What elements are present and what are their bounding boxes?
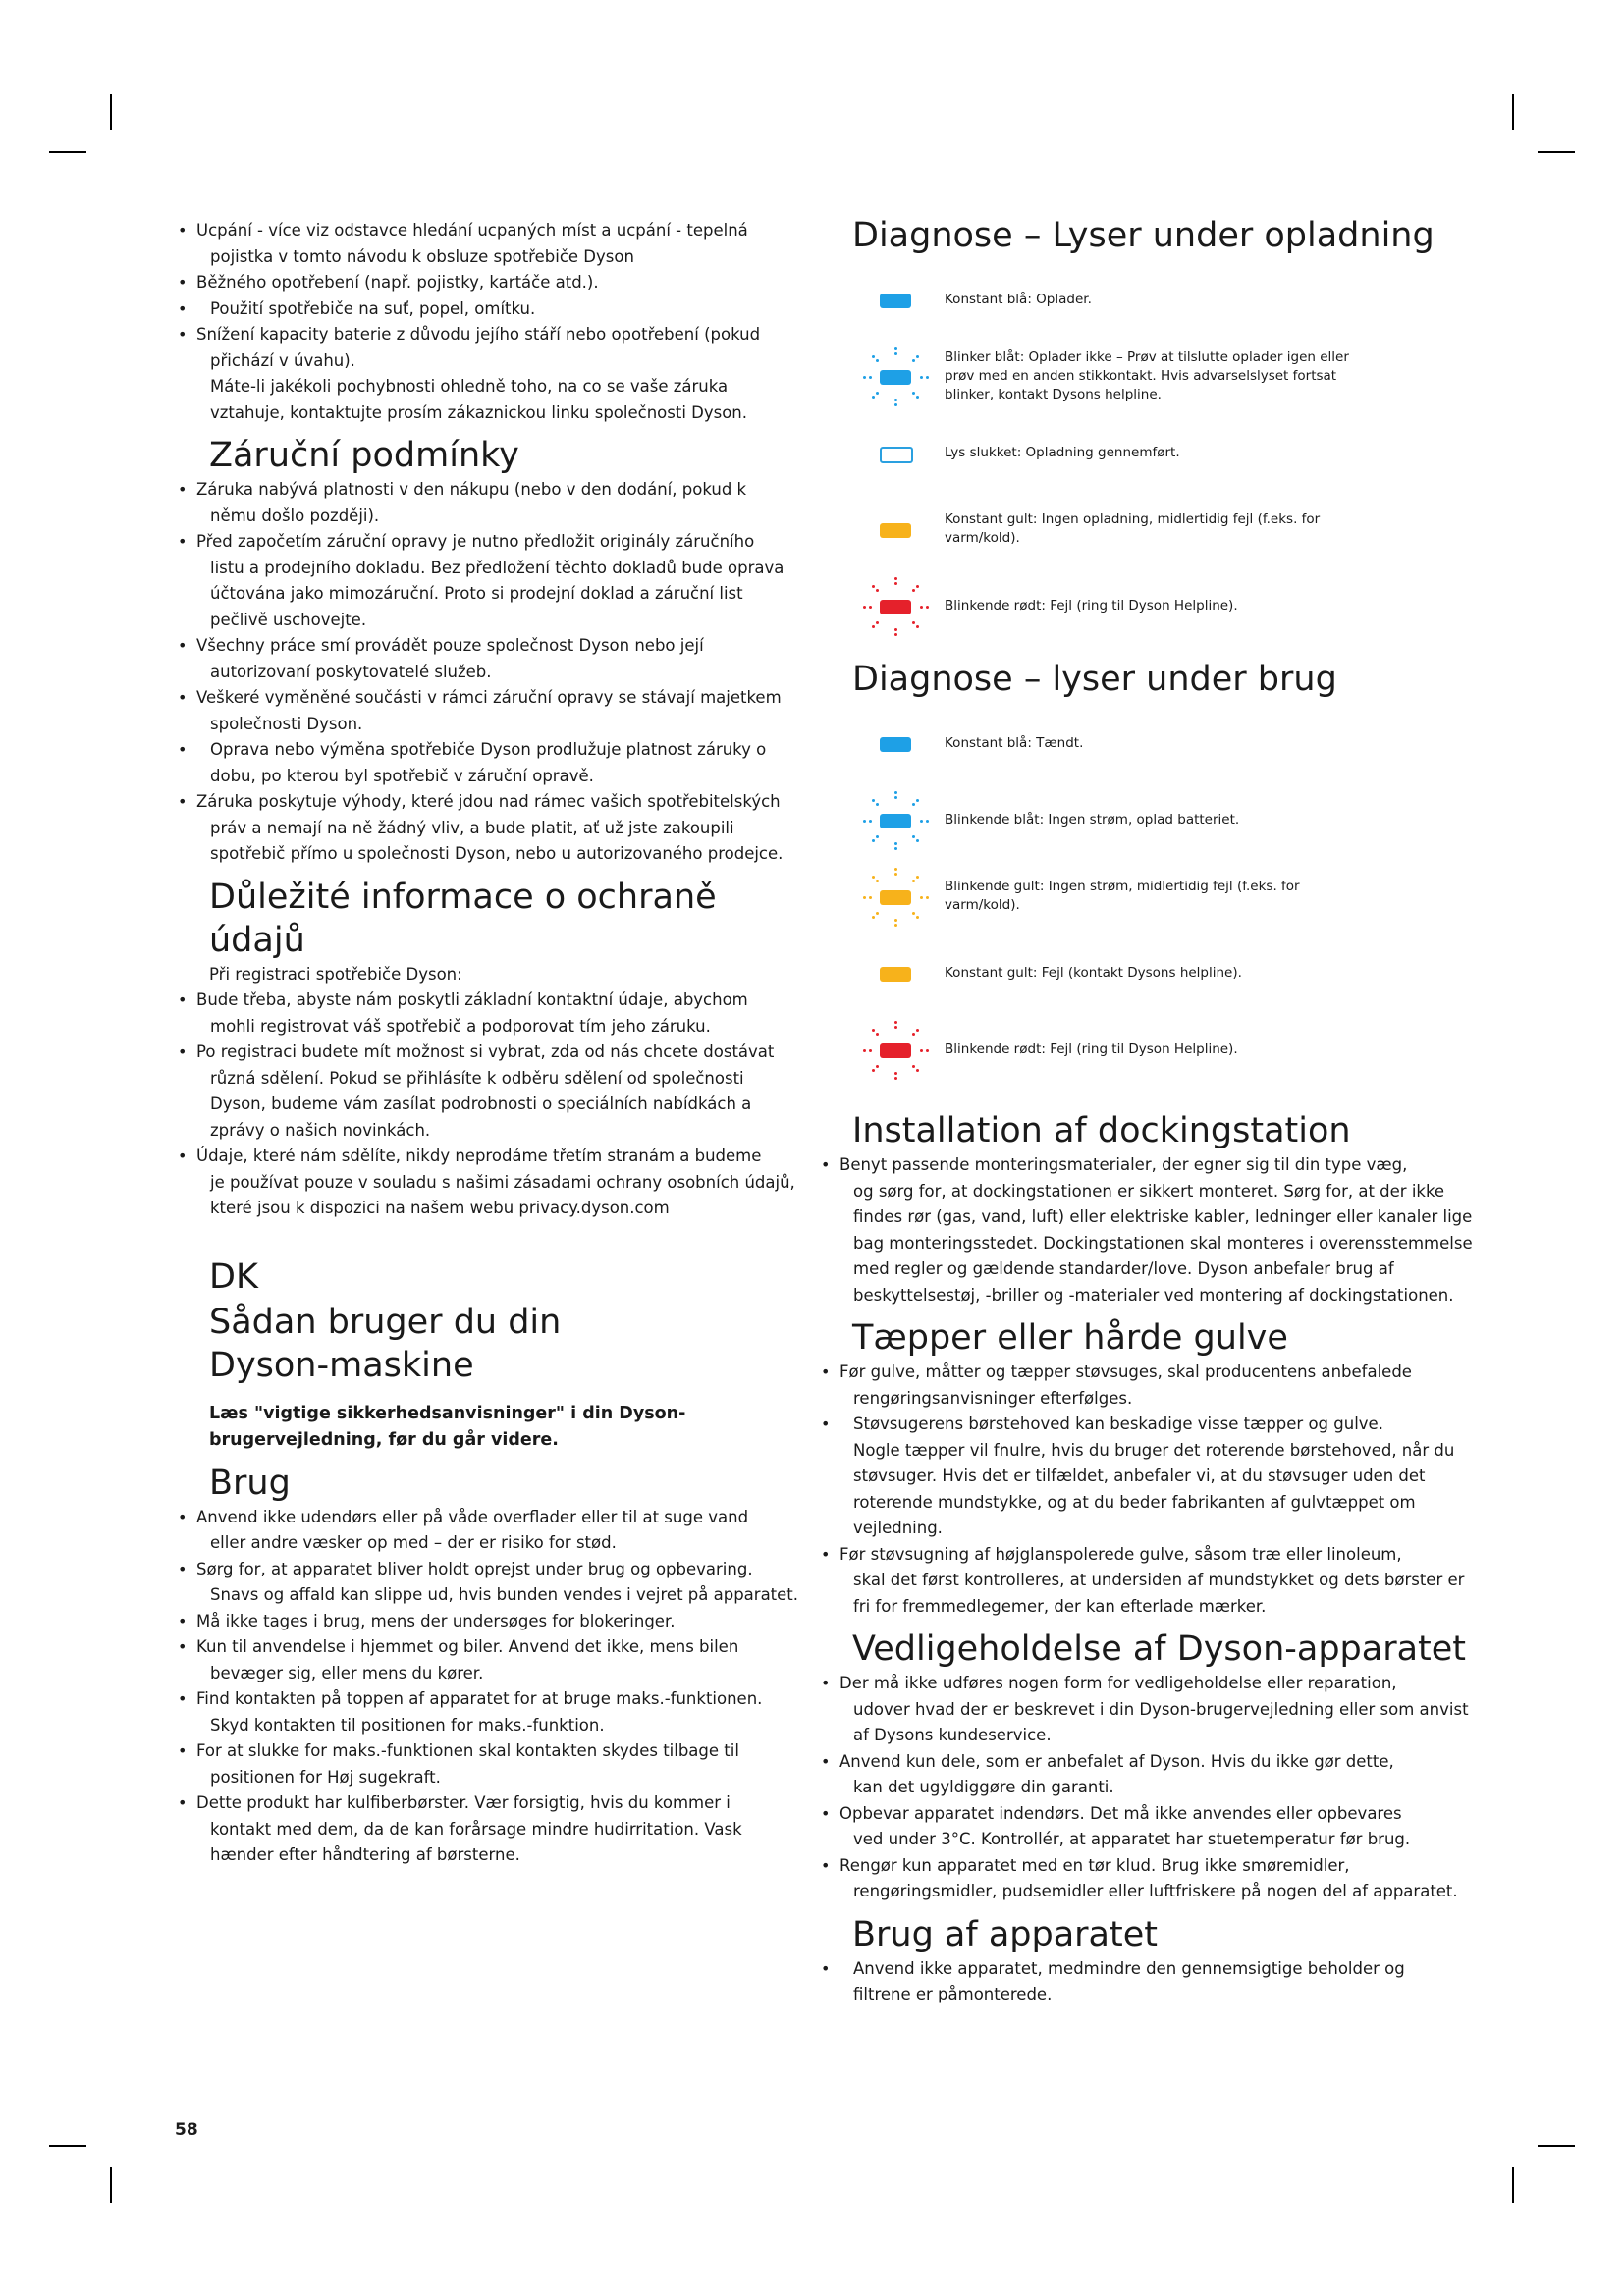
list-item: • Údaje, které nám sdělíte, nikdy neprodáme třetím stranám a budeme je používat pouze v souladu s našimi zásadami ochrany osobních údajů, které jsou k dispozici na našem webu privacy.dyson.com [175, 1144, 803, 1222]
dock-install-list [818, 1152, 1481, 1308]
blink-ray [872, 916, 875, 919]
use-heading: Brug [209, 1463, 291, 1503]
blink-ray [894, 847, 897, 850]
blink-ray [894, 633, 897, 636]
blink-ray [894, 1072, 897, 1075]
list-item: • Der må ikke udføres nogen form for vedligeholdelse eller reparation, udover hvad der er beskrevet i din Dyson-brugervejledning eller som anvist af Dysons kundeservice. [818, 1671, 1481, 1749]
blinking-light-icon [852, 790, 931, 849]
blink-ray [894, 577, 897, 580]
blink-ray [894, 628, 897, 631]
care-heading: Vedligeholdelse af Dyson-apparatet [852, 1629, 1467, 1669]
crop-mark [49, 151, 86, 153]
light-indicator-icon [852, 270, 931, 329]
blink-ray [894, 791, 897, 794]
blink-ray [920, 820, 923, 823]
led-lamp [880, 1043, 911, 1058]
blink-ray [926, 376, 929, 379]
led-lamp [880, 523, 911, 538]
blink-ray [894, 868, 897, 871]
diagnosis-item: Konstant gult: Fejl (kontakt Dysons helpline). [852, 934, 1481, 1011]
warranty-list [175, 477, 803, 868]
list-item: • Ucpání - více viz odstavce hledání ucpaných míst a ucpání - tepelná pojistka v tomto návodu k obsluze spotřebiče Dyson [175, 218, 803, 270]
list-item: • Anvend ikke apparatet, medmindre den gennemsigtige beholder og filtrene er påmonterede. [818, 1956, 1481, 2008]
dk-title: Sådan bruger du din Dyson-maskine [209, 1302, 562, 1385]
blink-ray [876, 835, 879, 838]
blink-ray [872, 876, 875, 879]
blink-ray [876, 912, 879, 915]
use-diagnosis-list [852, 705, 1481, 1088]
blink-ray [894, 352, 897, 355]
blink-ray [872, 1069, 875, 1072]
right-column [839, 214, 1481, 2008]
blink-ray [876, 803, 879, 806]
blink-ray [916, 799, 919, 802]
list-item: • Støvsugerens børstehoved kan beskadige visse tæpper og gulve. Nogle tæpper vil fnulre, hvis du bruger det roterende børstehoved, når du støvsuger. Hvis det er tilfældet, anbefaler vi, at du støvsuger uden det roterende mundstykke, og at du beder fabrikanten af gulvtæppet om vejledning. [818, 1412, 1481, 1542]
diagnosis-item: Konstant gult: Ingen opladning, midlertidig fejl (f.eks. for varm/kold). [852, 491, 1481, 567]
blink-ray [876, 1033, 879, 1036]
diagnosis-item: Konstant blå: Oplader. [852, 261, 1481, 338]
blink-ray [920, 896, 923, 899]
list-item: • Anvend kun dele, som er anbefalet af Dyson. Hvis du ikke gør dette, kan det ugyldiggøre din garanti. [818, 1749, 1481, 1801]
blink-ray [894, 873, 897, 876]
blink-ray [876, 392, 879, 395]
blink-ray [863, 896, 866, 899]
blink-ray [916, 396, 919, 399]
led-lamp [880, 370, 911, 385]
blink-ray [869, 896, 872, 899]
blink-ray [876, 880, 879, 882]
blink-ray [894, 842, 897, 845]
charging-diagnosis-list [852, 261, 1481, 644]
blink-ray [863, 376, 866, 379]
blink-ray [926, 820, 929, 823]
list-item: • Záruka poskytuje výhody, které jdou nad rámec vašich spotřebitelských práv a nemají na ně žádný vliv, a bude platit, ať už jste zakoupili spotřebič přímo u společnosti Dyson, nebo u autorizovaného prodejce. [175, 789, 803, 868]
light-off-icon [852, 423, 931, 482]
list-item: • Før støvsugning af højglanspolerede gulve, såsom træ eller linoleum, skal det først kontrolleres, at undersiden af mundstykket og dets børster er fri for fremmedlegemer, der kan efterlade mærker. [818, 1542, 1481, 1621]
list-item: • Použití spotřebiče na suť, popel, omítku. [175, 296, 803, 323]
list-item: • Find kontakten på toppen af apparatet for at bruge maks.-funktionen. Skyd kontakten til positionen for maks.-funktion. [175, 1686, 803, 1738]
crop-mark [1538, 2145, 1575, 2147]
led-lamp [880, 967, 911, 982]
privacy-list [175, 988, 803, 1222]
led-lamp [880, 890, 911, 905]
blink-ray [916, 839, 919, 842]
use-diagnosis-heading: Diagnose – lyser under brug [852, 660, 1337, 699]
blink-ray [912, 912, 915, 915]
use-list [175, 1505, 803, 1869]
blink-ray [894, 1026, 897, 1029]
list-item: • Dette produkt har kulfiberbørster. Vær forsigtig, hvis du kommer i kontakt med dem, da de kan forårsage mindre hudirritation. Vask hænder efter håndtering af børsterne. [175, 1790, 803, 1869]
floors-heading: Tæpper eller hårde gulve [852, 1318, 1288, 1358]
blink-ray [872, 396, 875, 399]
list-item: • Rengør kun apparatet med en tør klud. Brug ikke smøremidler, rengøringsmidler, pudsemidler eller luftfriskere på nogen del af apparatet. [818, 1853, 1481, 1905]
blink-ray [863, 820, 866, 823]
page-number: 58 [175, 2120, 198, 2140]
blink-ray [894, 796, 897, 799]
diagnosis-item: Konstant blå: Tændt. [852, 705, 1481, 781]
blink-ray [872, 799, 875, 802]
blink-ray [872, 625, 875, 628]
list-item: • Må ikke tages i brug, mens der undersøges for blokeringer. [175, 1609, 803, 1635]
blink-ray [876, 621, 879, 624]
list-item: • Sørg for, at apparatet bliver holdt oprejst under brug og opbevaring. Snavs og affald kan slippe ud, hvis bunden vendes i vejret på apparatet. [175, 1557, 803, 1609]
appliance-use-heading: Brug af apparatet [852, 1914, 1158, 1954]
led-lamp [880, 600, 911, 614]
list-item: • Kun til anvendelse i hjemmet og biler. Anvend det ikke, mens bilen bevæger sig, eller mens du kører. [175, 1634, 803, 1686]
blink-ray [916, 916, 919, 919]
left-column [175, 218, 803, 1869]
list-item: • Benyt passende monteringsmaterialer, der egner sig til din type væg, og sørg for, at dockingstationen er sikkert monteret. Sørg for, at der ikke findes rør (gas, vand, luft) eller elektriske kabler, ledninger eller kanaler lige bag monteringsstedet. Dockingstationen skal monteres i overensstemmelse med regler og gældende standarder/love. Dyson anbefaler brug af beskyttelsestøj, -briller og -materialer ved montering af dockingstationen. [818, 1152, 1481, 1308]
cz-note: Máte-li jakékoli pochybnosti ohledně toho, na co se vaše záruka vztahuje, kontaktujte prosím zákaznickou linku společnosti Dyson. [210, 377, 748, 422]
blink-ray [912, 1065, 915, 1068]
list-item: • Snížení kapacity baterie z důvodu jejího stáří nebo opotřebení (pokud přichází v úvahu). Máte-li jakékoli pochybnosti ohledně toho, na co se vaše záruka vztahuje, kontaktujte prosím zákaznickou linku společnosti Dyson. [175, 322, 803, 426]
care-list [818, 1671, 1481, 1905]
blink-ray [894, 582, 897, 585]
crop-mark [1512, 2167, 1514, 2203]
blink-ray [863, 1049, 866, 1052]
floors-list [818, 1360, 1481, 1620]
blink-ray [872, 1029, 875, 1032]
diagnosis-item: Blinkende rødt: Fejl (ring til Dyson Helpline). [852, 1011, 1481, 1088]
blink-ray [894, 347, 897, 350]
blink-ray [916, 1069, 919, 1072]
crop-mark [110, 2167, 112, 2203]
light-indicator-icon [852, 943, 931, 1002]
blinking-light-icon [852, 1020, 931, 1079]
blink-ray [912, 621, 915, 624]
led-lamp [880, 814, 911, 828]
blink-ray [876, 589, 879, 592]
crop-mark [49, 2145, 86, 2147]
blink-ray [920, 606, 923, 609]
appliance-use-list [818, 1956, 1481, 2008]
dock-install-heading: Installation af dockingstation [852, 1111, 1351, 1150]
led-lamp [880, 737, 911, 752]
blink-ray [912, 589, 915, 592]
blink-ray [872, 839, 875, 842]
diagnosis-item: Blinkende rødt: Fejl (ring til Dyson Helpline). [852, 567, 1481, 644]
blink-ray [869, 376, 872, 379]
list-item: • Záruka nabývá platnosti v den nákupu (nebo v den dodání, pokud k němu došlo později). [175, 477, 803, 529]
language-label: DK [209, 1256, 258, 1297]
blink-ray [926, 896, 929, 899]
led-lamp [880, 447, 913, 463]
privacy-intro: Při registraci spotřebiče Dyson: [209, 964, 462, 984]
blink-ray [872, 585, 875, 588]
list-item: • Oprava nebo výměna spotřebiče Dyson prodlužuje platnost záruky o dobu, po kterou byl spotřebič v záruční opravě. [175, 737, 803, 789]
blink-ray [912, 359, 915, 362]
blink-ray [912, 392, 915, 395]
list-item: • Bude třeba, abyste nám poskytli základní kontaktní údaje, abychom mohli registrovat váš spotřebič a podporovat tím jeho záruku. [175, 988, 803, 1040]
crop-mark [110, 94, 112, 130]
blink-ray [894, 1077, 897, 1080]
diagnosis-item: Blinkende gult: Ingen strøm, midlertidig fejl (f.eks. for varm/kold). [852, 858, 1481, 934]
blink-ray [894, 924, 897, 927]
list-item: • Po registraci budete mít možnost si vybrat, zda od nás chcete dostávat různá sdělení. Pokud se přihlásíte k odběru sdělení od společnosti Dyson, budeme vám zasílat podrobnosti o speciálních nabídkách a zprávy o našich novinkách. [175, 1040, 803, 1144]
list-item: • Všechny práce smí provádět pouze společnost Dyson nebo její autorizovaní poskytovatelé služeb. [175, 633, 803, 685]
blink-ray [869, 820, 872, 823]
blinking-light-icon [852, 867, 931, 926]
list-item: • Veškeré vyměněné součásti v rámci záruční opravy se stávají majetkem společnosti Dyson. [175, 685, 803, 737]
blink-ray [894, 919, 897, 922]
list-item: • Anvend ikke udendørs eller på våde overflader eller til at suge vand eller andre væsker op med – der er risiko for stød. [175, 1505, 803, 1557]
warranty-heading: Záruční podmínky [209, 436, 519, 475]
blink-ray [894, 399, 897, 401]
list-item: • Běžného opotřebení (např. pojistky, kartáče atd.). [175, 270, 803, 296]
blink-ray [916, 1029, 919, 1032]
cz-exclusions-list [175, 218, 803, 426]
diagnosis-item: Lys slukket: Opladning gennemført. [852, 414, 1481, 491]
blink-ray [916, 625, 919, 628]
blink-ray [869, 606, 872, 609]
light-indicator-icon [852, 714, 931, 773]
blink-ray [894, 1021, 897, 1024]
diagnosis-item: Blinker blåt: Oplader ikke – Prøv at tilslutte oplader igen eller prøv med en anden stikkontakt. Hvis advarselslyset fortsat blinker, kontakt Dysons helpline. [852, 338, 1481, 414]
privacy-heading: Důležité informace o ochraně údajů [209, 877, 717, 960]
blinking-light-icon [852, 347, 931, 405]
blink-ray [916, 585, 919, 588]
blink-ray [894, 403, 897, 406]
blink-ray [863, 606, 866, 609]
blink-ray [912, 1033, 915, 1036]
blink-ray [872, 355, 875, 358]
crop-mark [1512, 94, 1514, 130]
blink-ray [912, 835, 915, 838]
blink-ray [912, 880, 915, 882]
blink-ray [920, 1049, 923, 1052]
blink-ray [876, 359, 879, 362]
list-item: • Før gulve, måtter og tæpper støvsuges, skal producentens anbefalede rengøringsanvisninger efterfølges. [818, 1360, 1481, 1412]
list-item: • Před započetím záruční opravy je nutno předložit originály záručního listu a prodejního dokladu. Bez předložení těchto dokladů bude oprava účtována jako mimozáruční. Proto si prodejní doklad a záruční list pečlivě uschovejte. [175, 529, 803, 633]
blink-ray [876, 1065, 879, 1068]
diagnosis-item: Blinkende blåt: Ingen strøm, oplad batteriet. [852, 781, 1481, 858]
blink-ray [920, 376, 923, 379]
charging-diagnosis-heading: Diagnose – Lyser under opladning [852, 216, 1435, 255]
list-item: • For at slukke for maks.-funktionen skal kontakten skydes tilbage til positionen for Høj sugekraft. [175, 1738, 803, 1790]
light-indicator-icon [852, 500, 931, 559]
crop-mark [1538, 151, 1575, 153]
blink-ray [916, 876, 919, 879]
blink-ray [926, 606, 929, 609]
blink-ray [912, 803, 915, 806]
blink-ray [926, 1049, 929, 1052]
blink-ray [916, 355, 919, 358]
dk-safety-note: Læs "vigtige sikkerhedsanvisninger" i din Dyson-brugervejledning, før du går videre. [209, 1403, 686, 1450]
led-lamp [880, 294, 911, 308]
list-item: • Opbevar apparatet indendørs. Det må ikke anvendes eller opbevares ved under 3°C. Kontrollér, at apparatet har stuetemperatur før brug. [818, 1801, 1481, 1853]
blink-ray [869, 1049, 872, 1052]
blinking-light-icon [852, 576, 931, 635]
